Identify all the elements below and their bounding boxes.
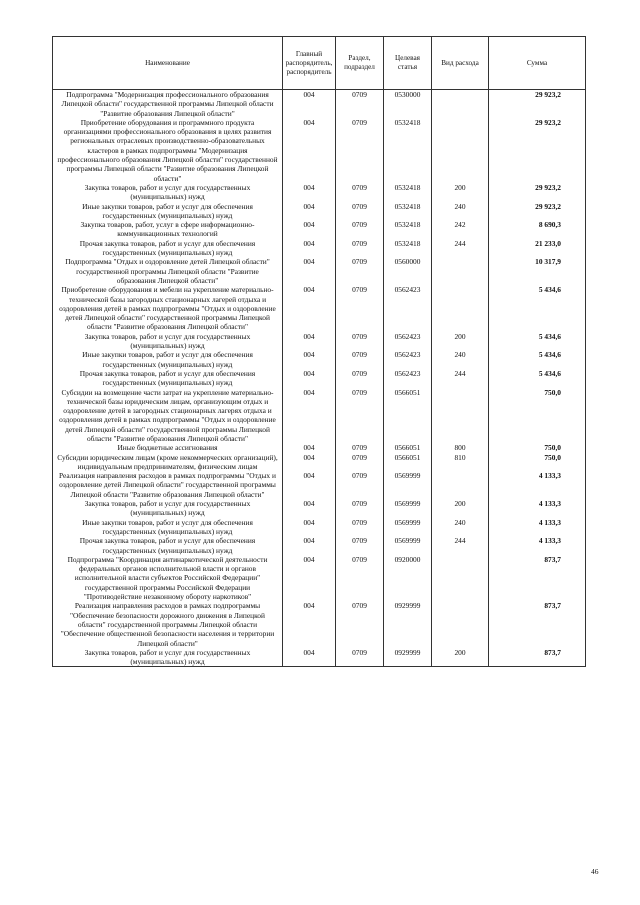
row-section-code: 0709 bbox=[336, 518, 384, 537]
row-admin-code: 004 bbox=[283, 601, 336, 647]
row-name: Реализация направления расходов в рамках подпрограммы "Отдых и оздоровление детей Липецкой области" государственной программы Липецкой области "Развитие образования Липецкой области" bbox=[53, 471, 283, 499]
row-name: Подпрограмма "Модернизация профессионального образования Липецкой области" государственной программы Липецкой области "Развитие образования Липецкой области" bbox=[53, 90, 283, 118]
row-section-code: 0709 bbox=[336, 536, 384, 555]
row-sum: 29 923,2 bbox=[489, 183, 586, 202]
table-row bbox=[53, 443, 586, 452]
row-admin-code: 004 bbox=[283, 518, 336, 537]
table-body bbox=[53, 90, 586, 667]
row-name: Субсидии на возмещение части затрат на укрепление материально-технической базы юридическим лицам, организующим отдых и оздоровление детей в загородных стационарных лагерях отдыха и оздоровления детей в рамках подпрограммы "Отдых и оздоровление детей Липецкой области" государственной программы Липецкой области "Развитие образования Липецкой области" bbox=[53, 388, 283, 444]
row-section-code: 0709 bbox=[336, 118, 384, 183]
row-target-code: 0562423 bbox=[384, 332, 432, 351]
row-name: Субсидии юридическим лицам (кроме некоммерческих организаций), индивидуальным предпринимателям, физическим лицам bbox=[53, 453, 283, 472]
row-admin-code: 004 bbox=[283, 453, 336, 472]
row-sum: 5 434,6 bbox=[489, 332, 586, 351]
table-row bbox=[53, 202, 586, 221]
row-target-code: 0920000 bbox=[384, 555, 432, 601]
row-name: Закупка товаров, работ, услуг в сфере информационно-коммуникационных технологий bbox=[53, 220, 283, 239]
row-admin-code: 004 bbox=[283, 443, 336, 452]
row-sum: 4 133,3 bbox=[489, 471, 586, 499]
row-admin-code: 004 bbox=[283, 350, 336, 369]
row-name: Закупка товаров, работ и услуг для государственных (муниципальных) нужд bbox=[53, 183, 283, 202]
table-row bbox=[53, 518, 586, 537]
row-sum: 4 133,3 bbox=[489, 536, 586, 555]
table-row bbox=[53, 257, 586, 285]
row-name: Прочая закупка товаров, работ и услуг для обеспечения государственных (муниципальных) нужд bbox=[53, 239, 283, 258]
table-row bbox=[53, 285, 586, 331]
row-expense-type bbox=[432, 601, 489, 647]
row-sum: 5 434,6 bbox=[489, 369, 586, 388]
table-row bbox=[53, 332, 586, 351]
row-target-code: 0562423 bbox=[384, 285, 432, 331]
row-name: Иные закупки товаров, работ и услуг для обеспечения государственных (муниципальных) нужд bbox=[53, 202, 283, 221]
row-sum: 10 317,9 bbox=[489, 257, 586, 285]
row-target-code: 0566051 bbox=[384, 443, 432, 452]
row-name: Приобретение оборудования и программного продукта организациями профессионального образования в целях развития региональных отраслевых производственно-образовательных кластеров в рамках подпрограммы "Модернизация профессионального образования Липецкой области" государственной программы Липецкой области "Развитие образования Липецкой области" bbox=[53, 118, 283, 183]
row-section-code: 0709 bbox=[336, 601, 384, 647]
row-name: Прочая закупка товаров, работ и услуг для обеспечения государственных (муниципальных) нужд bbox=[53, 536, 283, 555]
header-expense-type: Вид расхода bbox=[432, 37, 489, 90]
row-target-code: 0532418 bbox=[384, 183, 432, 202]
row-name: Иные бюджетные ассигнования bbox=[53, 443, 283, 452]
row-target-code: 0562423 bbox=[384, 350, 432, 369]
row-target-code: 0569999 bbox=[384, 471, 432, 499]
row-section-code: 0709 bbox=[336, 369, 384, 388]
row-target-code: 0569999 bbox=[384, 518, 432, 537]
row-name: Подпрограмма "Отдых и оздоровление детей Липецкой области" государственной программы Липецкой области "Развитие образования Липецкой области" bbox=[53, 257, 283, 285]
row-expense-type bbox=[432, 471, 489, 499]
row-target-code: 0566051 bbox=[384, 453, 432, 472]
row-expense-type: 200 bbox=[432, 332, 489, 351]
row-section-code: 0709 bbox=[336, 388, 384, 444]
row-admin-code: 004 bbox=[283, 183, 336, 202]
row-section-code: 0709 bbox=[336, 499, 384, 518]
table-row bbox=[53, 536, 586, 555]
row-target-code: 0569999 bbox=[384, 536, 432, 555]
row-expense-type bbox=[432, 285, 489, 331]
table-row bbox=[53, 350, 586, 369]
row-expense-type bbox=[432, 257, 489, 285]
row-expense-type: 240 bbox=[432, 350, 489, 369]
row-section-code: 0709 bbox=[336, 257, 384, 285]
row-sum: 873,7 bbox=[489, 601, 586, 647]
row-expense-type: 244 bbox=[432, 369, 489, 388]
row-admin-code: 004 bbox=[283, 202, 336, 221]
table-row bbox=[53, 369, 586, 388]
row-name: Реализация направления расходов в рамках подпрограммы "Обеспечение безопасности дорожного движения в Липецкой области" государственной программы Липецкой области "Обеспечение общественной безопасности населения и территории Липецкой области" bbox=[53, 601, 283, 647]
row-expense-type: 810 bbox=[432, 453, 489, 472]
row-target-code: 0532418 bbox=[384, 202, 432, 221]
row-name: Иные закупки товаров, работ и услуг для обеспечения государственных (муниципальных) нужд bbox=[53, 518, 283, 537]
row-expense-type bbox=[432, 118, 489, 183]
table-row bbox=[53, 239, 586, 258]
budget-sheet bbox=[52, 36, 585, 667]
row-admin-code: 004 bbox=[283, 332, 336, 351]
row-expense-type: 244 bbox=[432, 239, 489, 258]
row-admin-code: 004 bbox=[283, 285, 336, 331]
table-header-row bbox=[53, 37, 586, 90]
table-row bbox=[53, 90, 586, 118]
table-row bbox=[53, 220, 586, 239]
row-target-code: 0532418 bbox=[384, 220, 432, 239]
row-sum: 21 233,0 bbox=[489, 239, 586, 258]
row-name: Прочая закупка товаров, работ и услуг для обеспечения государственных (муниципальных) нужд bbox=[53, 369, 283, 388]
table-row bbox=[53, 183, 586, 202]
row-expense-type: 200 bbox=[432, 499, 489, 518]
row-target-code: 0562423 bbox=[384, 369, 432, 388]
row-name: Закупка товаров, работ и услуг для государственных (муниципальных) нужд bbox=[53, 648, 283, 667]
row-admin-code: 004 bbox=[283, 220, 336, 239]
row-expense-type bbox=[432, 388, 489, 444]
header-target: Целевая статья bbox=[384, 37, 432, 90]
row-name: Закупка товаров, работ и услуг для государственных (муниципальных) нужд bbox=[53, 332, 283, 351]
header-section: Раздел, подраздел bbox=[336, 37, 384, 90]
row-expense-type: 244 bbox=[432, 536, 489, 555]
row-admin-code: 004 bbox=[283, 239, 336, 258]
row-expense-type bbox=[432, 90, 489, 118]
table-row bbox=[53, 471, 586, 499]
row-sum: 750,0 bbox=[489, 453, 586, 472]
row-admin-code: 004 bbox=[283, 648, 336, 667]
table-row bbox=[53, 453, 586, 472]
table-row bbox=[53, 118, 586, 183]
row-target-code: 0532418 bbox=[384, 118, 432, 183]
row-section-code: 0709 bbox=[336, 220, 384, 239]
row-admin-code: 004 bbox=[283, 90, 336, 118]
header-admin: Главный распорядитель, распорядитель bbox=[283, 37, 336, 90]
row-target-code: 0532418 bbox=[384, 239, 432, 258]
row-section-code: 0709 bbox=[336, 453, 384, 472]
row-sum: 4 133,3 bbox=[489, 518, 586, 537]
row-admin-code: 004 bbox=[283, 369, 336, 388]
row-sum: 8 690,3 bbox=[489, 220, 586, 239]
row-name: Закупка товаров, работ и услуг для государственных (муниципальных) нужд bbox=[53, 499, 283, 518]
row-expense-type: 240 bbox=[432, 518, 489, 537]
row-admin-code: 004 bbox=[283, 471, 336, 499]
page-number: 46 bbox=[591, 867, 599, 876]
row-target-code: 0566051 bbox=[384, 388, 432, 444]
table-row bbox=[53, 388, 586, 444]
row-sum: 29 923,2 bbox=[489, 90, 586, 118]
row-expense-type: 240 bbox=[432, 202, 489, 221]
row-section-code: 0709 bbox=[336, 202, 384, 221]
row-section-code: 0709 bbox=[336, 443, 384, 452]
row-target-code: 0530000 bbox=[384, 90, 432, 118]
row-name: Приобретение оборудования и мебели на укрепление материально-технической базы загородных стационарных лагерей отдыха и оздоровления детей в рамках подпрограммы "Отдых и оздоровление детей Липецкой области" государственной программы Липецкой области "Развитие образования Липецкой области" bbox=[53, 285, 283, 331]
row-expense-type: 200 bbox=[432, 648, 489, 667]
row-sum: 29 923,2 bbox=[489, 202, 586, 221]
row-expense-type: 800 bbox=[432, 443, 489, 452]
row-sum: 873,7 bbox=[489, 555, 586, 601]
row-expense-type bbox=[432, 555, 489, 601]
row-expense-type: 200 bbox=[432, 183, 489, 202]
header-sum: Сумма bbox=[489, 37, 586, 90]
row-sum: 4 133,3 bbox=[489, 499, 586, 518]
row-admin-code: 004 bbox=[283, 118, 336, 183]
row-sum: 750,0 bbox=[489, 388, 586, 444]
row-section-code: 0709 bbox=[336, 239, 384, 258]
row-admin-code: 004 bbox=[283, 536, 336, 555]
row-section-code: 0709 bbox=[336, 183, 384, 202]
header-name: Наименование bbox=[53, 37, 283, 90]
row-section-code: 0709 bbox=[336, 332, 384, 351]
row-name: Иные закупки товаров, работ и услуг для обеспечения государственных (муниципальных) нужд bbox=[53, 350, 283, 369]
row-target-code: 0560000 bbox=[384, 257, 432, 285]
table-row bbox=[53, 648, 586, 667]
row-admin-code: 004 bbox=[283, 388, 336, 444]
row-section-code: 0709 bbox=[336, 471, 384, 499]
row-sum: 29 923,2 bbox=[489, 118, 586, 183]
row-section-code: 0709 bbox=[336, 555, 384, 601]
row-sum: 5 434,6 bbox=[489, 285, 586, 331]
table-row bbox=[53, 601, 586, 647]
row-sum: 750,0 bbox=[489, 443, 586, 452]
row-admin-code: 004 bbox=[283, 257, 336, 285]
table-row bbox=[53, 555, 586, 601]
row-sum: 873,7 bbox=[489, 648, 586, 667]
row-name: Подпрограмма "Координация антинаркотической деятельности федеральных органов исполнительной власти и органов исполнительной власти субъектов Российской Федерации" государственной программы Российской Федерации "Противодействие незаконному обороту наркотиков" bbox=[53, 555, 283, 601]
row-admin-code: 004 bbox=[283, 555, 336, 601]
row-sum: 5 434,6 bbox=[489, 350, 586, 369]
row-section-code: 0709 bbox=[336, 285, 384, 331]
table-row bbox=[53, 499, 586, 518]
row-target-code: 0569999 bbox=[384, 499, 432, 518]
budget-table bbox=[52, 36, 586, 667]
row-admin-code: 004 bbox=[283, 499, 336, 518]
row-section-code: 0709 bbox=[336, 90, 384, 118]
row-target-code: 0929999 bbox=[384, 648, 432, 667]
row-expense-type: 242 bbox=[432, 220, 489, 239]
row-section-code: 0709 bbox=[336, 350, 384, 369]
row-target-code: 0929999 bbox=[384, 601, 432, 647]
row-section-code: 0709 bbox=[336, 648, 384, 667]
